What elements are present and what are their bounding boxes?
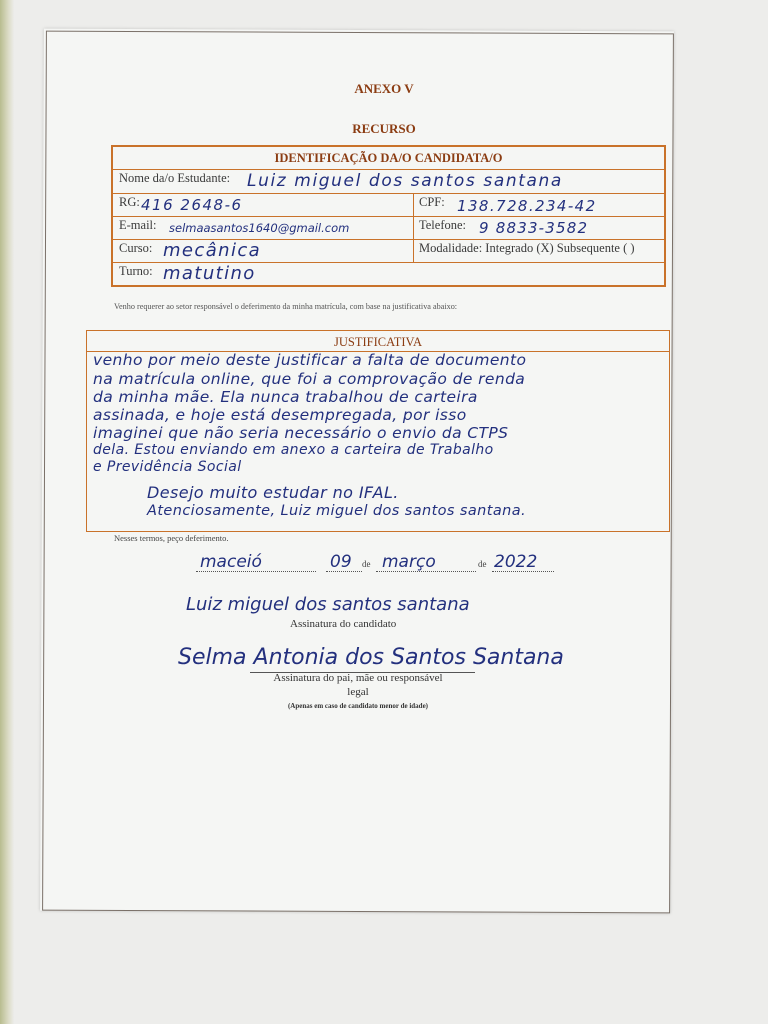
identification-table [111,145,666,287]
modality-label: Modalidade: Integrado (X) Subsequente ( ) [419,241,635,255]
guardian-caption-line-2: legal [347,686,369,698]
justification-line: na matrícula online, que foi a comprovação de renda [93,370,526,388]
email-cell [113,216,414,239]
name-value: Luiz miguel dos santos santana [247,171,563,191]
justification-line: e Previdência Social [93,459,242,475]
identification-header-row [113,147,664,170]
guardian-signature-note: (Apenas em caso de candidato menor de idade) [287,702,429,710]
modality-cell [413,239,664,262]
closing-text: Nesses termos, peço deferimento. [114,533,229,543]
shift-label: Turno: [119,264,153,278]
course-modality-row [113,239,664,263]
rg-value: 416 2648-6 [141,196,243,214]
guardian-signature: Selma Antonia dos Santos Santana [178,645,564,670]
justification-line: dela. Estou enviando em anexo a carteira de Trabalho [93,442,494,458]
intro-text: Venho requerer ao setor responsável o deferimento da minha matrícula, com base na justificativa abaixo: [114,302,458,311]
course-label: Curso: [119,241,153,255]
course-value: mecânica [163,240,262,261]
justification-line: assinada, e hoje está desempregada, por isso [93,406,467,424]
name-label: Nome da/o Estudante: [119,171,231,185]
date-year: 2022 [494,552,538,572]
rg-cell [113,193,414,216]
guardian-caption-line-1: Assinatura do pai, mãe ou responsável [273,672,443,684]
identification-heading: IDENTIFICAÇÃO DA/O CANDIDATA/O [274,151,503,165]
page-edge-shadow [0,0,14,1024]
cpf-value: 138.728.234-42 [457,197,597,215]
email-value: selmaasantos1640@gmail.com [169,221,350,235]
justification-box [86,330,670,532]
annex-title: ANEXO V [354,81,414,96]
justification-signoff: Atenciosamente, Luiz miguel dos santos santana. [147,503,526,519]
email-label: E-mail: [119,218,157,232]
justification-wish: Desejo muito estudar no IFAL. [147,483,399,502]
candidate-signature-caption: Assinatura do candidato [290,618,397,630]
document-title: RECURSO [352,121,416,136]
date-month: março [382,552,436,572]
name-row [113,169,664,194]
phone-value: 9 8833-3582 [479,219,589,237]
phone-cell [413,216,664,239]
date-de-1: de [362,559,371,569]
guardian-signature-caption [248,671,468,699]
shift-value: matutino [163,263,256,284]
email-phone-row [113,216,664,240]
shift-row [113,262,664,285]
justification-line: da minha mãe. Ela nunca trabalhou de carteira [93,388,478,406]
date-city: maceió [200,552,262,572]
justification-heading: JUSTIFICATIVA [87,331,669,352]
cpf-label: CPF: [419,195,445,209]
phone-label: Telefone: [419,218,467,232]
course-cell [113,239,414,262]
justification-line: imaginei que não seria necessário o envio da CTPS [93,424,509,442]
rg-cpf-row [113,193,664,217]
justification-line: venho por meio deste justificar a falta de documento [93,351,527,369]
date-day: 09 [330,552,352,572]
candidate-signature: Luiz miguel dos santos santana [186,594,470,615]
date-de-2: de [478,559,487,569]
rg-label: RG: [119,195,140,209]
cpf-cell [413,193,664,216]
